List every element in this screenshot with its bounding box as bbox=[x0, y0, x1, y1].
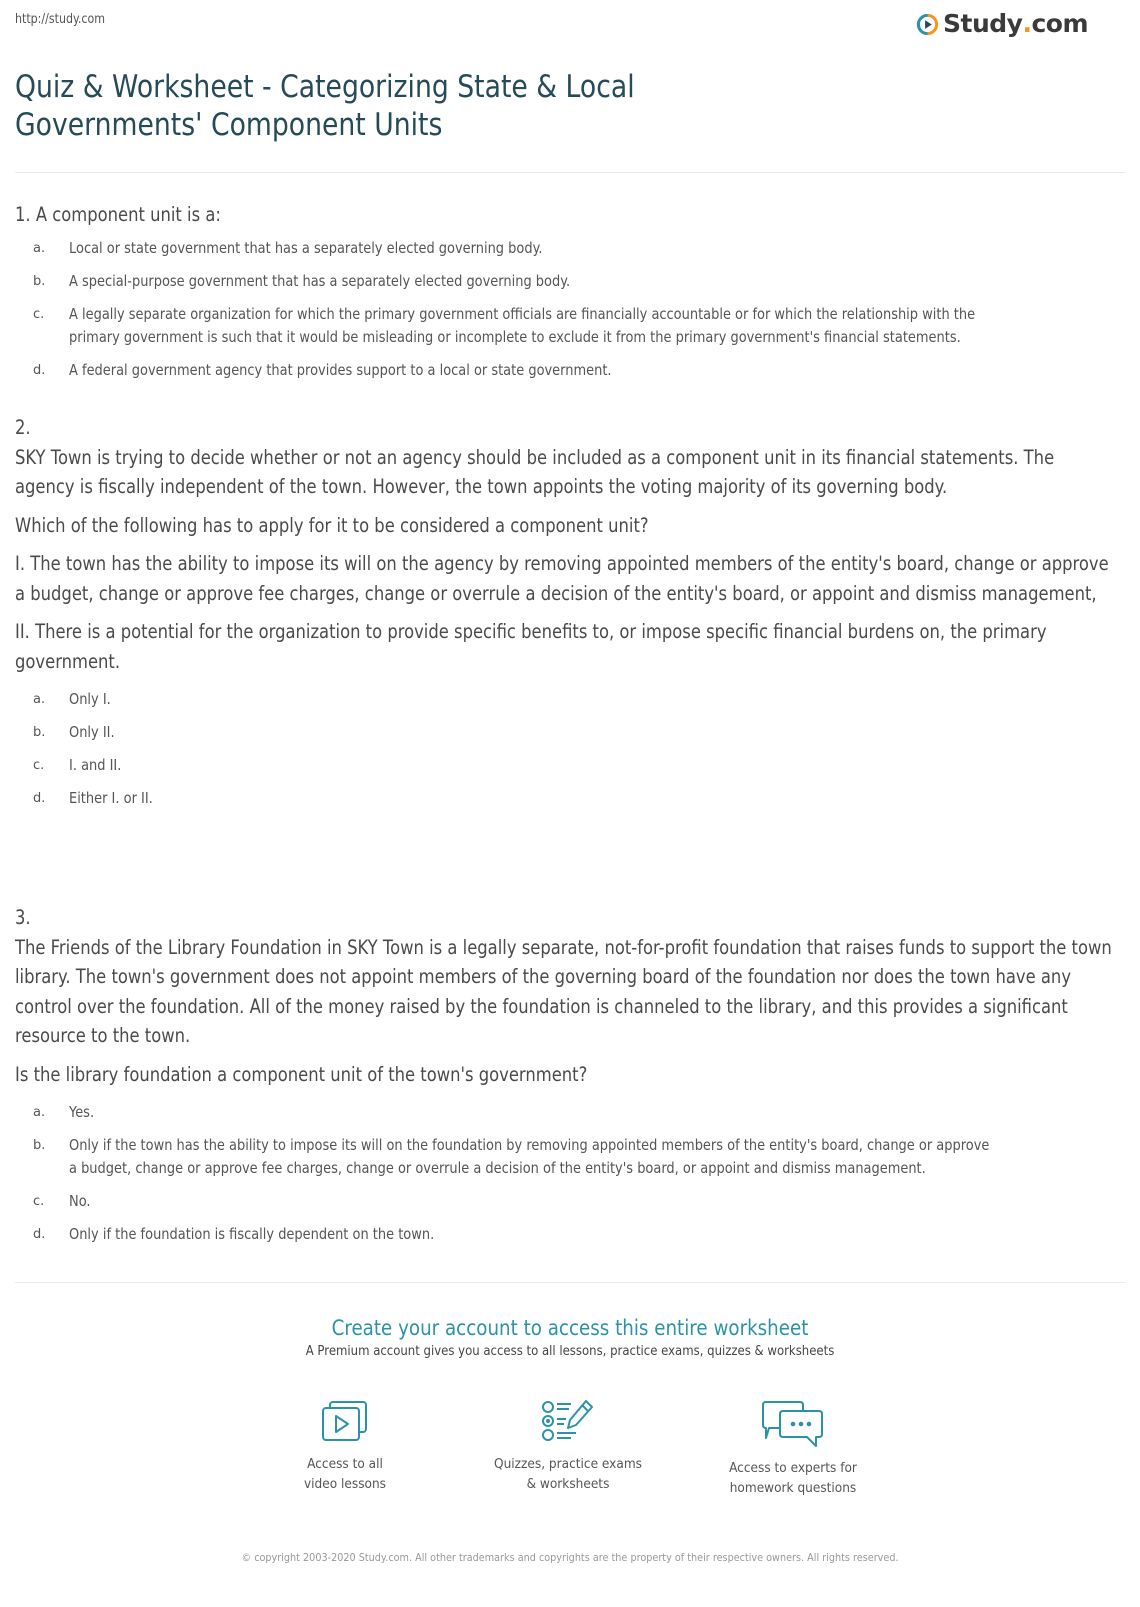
feature-label-line-1: Access to all bbox=[307, 1456, 383, 1472]
feature-label bbox=[255, 1454, 435, 1494]
feature-label-line-2: homework questions bbox=[729, 1480, 857, 1496]
option-letter: d. bbox=[33, 791, 46, 806]
page-title-line-2: Governments' Component Units bbox=[15, 107, 443, 143]
logo-name: Study bbox=[943, 9, 1023, 38]
question-paragraph: II. There is a potential for the organization to provide specific benefits to, or impose specific financial burdens on, the primary government. bbox=[15, 620, 1047, 673]
option-letter: b. bbox=[33, 273, 46, 289]
option-text: A special-purpose government that has a separately elected governing body. bbox=[69, 271, 571, 290]
quiz-checklist-icon bbox=[538, 1398, 598, 1444]
option-text: A federal government agency that provides support to a local or state government. bbox=[69, 360, 612, 379]
option-a[interactable] bbox=[15, 237, 1140, 260]
header-url[interactable]: http://study.com bbox=[15, 12, 106, 27]
question-number: 3. bbox=[15, 906, 31, 929]
option-letter: a. bbox=[33, 240, 46, 256]
page-title-line-1: Quiz & Worksheet - Categorizing State & Local bbox=[15, 69, 635, 105]
option-c[interactable] bbox=[15, 1190, 1140, 1213]
option-a[interactable] bbox=[15, 1101, 1140, 1124]
signup-cta bbox=[0, 1316, 1140, 1359]
cta-title[interactable]: Create your account to access this entire worksheet bbox=[331, 1316, 809, 1340]
option-letter: d. bbox=[33, 1227, 46, 1242]
question-paragraph: The Friends of the Library Foundation in SKY Town is a legally separate, not-for-profit foundation that raises funds to support the town library. The town's government does not appoint members of the governing board of the foundation nor does the town have any control over the foundation. All of the money raised by the foundation is channeled to the library, and this provides a significant resource to the town. bbox=[15, 935, 1112, 1047]
logo-dot: . bbox=[1022, 9, 1032, 38]
question-2-options bbox=[15, 688, 1140, 810]
question-1 bbox=[15, 200, 1140, 392]
option-text: Only II. bbox=[69, 723, 115, 741]
question-paragraph: I. The town has the ability to impose its will on the agency by removing appointed members of the entity's board, change or approve a budget, change or approve fee charges, change or overrule a decision of the entity's board, or appoint and dismiss management, bbox=[15, 552, 1109, 605]
question-1-options bbox=[15, 237, 1140, 382]
question-2 bbox=[15, 413, 1140, 820]
option-b[interactable] bbox=[15, 721, 1140, 744]
option-d[interactable] bbox=[15, 359, 1140, 382]
question-paragraph: SKY Town is trying to decide whether or not an agency should be included as a component unit in its financial statements. The agency is fiscally independent of the town. However, the town appoints the voting majority of its governing body. bbox=[15, 445, 1055, 498]
copyright-footer: © copyright 2003-2020 Study.com. All other trademarks and copyrights are the property of their respective owners. All rights reserved. bbox=[241, 1552, 899, 1564]
study-logo[interactable] bbox=[916, 9, 1088, 38]
option-b[interactable] bbox=[15, 270, 1140, 293]
option-letter: a. bbox=[33, 692, 46, 707]
feature-label-line-2: video lessons bbox=[303, 1476, 387, 1492]
question-2-prompt bbox=[15, 413, 1115, 676]
feature-video-lessons bbox=[245, 1398, 445, 1494]
option-text: Local or state government that has a separately elected governing body. bbox=[69, 238, 543, 257]
option-text: I. and II. bbox=[69, 756, 122, 774]
logo-tld: com bbox=[1031, 9, 1088, 38]
option-text: Either I. or II. bbox=[69, 789, 153, 807]
option-letter: c. bbox=[33, 758, 45, 773]
feature-experts bbox=[693, 1398, 893, 1498]
question-paragraph: Is the library foundation a component unit of the town's government? bbox=[15, 1062, 588, 1086]
cta-subtitle: A Premium account gives you access to all lessons, practice exams, quizzes & worksheets bbox=[305, 1344, 835, 1359]
option-letter: b. bbox=[33, 1138, 46, 1153]
feature-label-line-2: & worksheets bbox=[526, 1476, 610, 1492]
option-text: A legally separate organization for which the primary government officials are financially accountable or for which the relationship with the primary government is such that it would be misleading or incomplete to exclude it from the primary government's financial statements. bbox=[69, 304, 976, 346]
question-1-prompt bbox=[15, 200, 1115, 230]
chat-bubbles-icon bbox=[760, 1398, 826, 1448]
option-c[interactable] bbox=[15, 754, 1140, 777]
option-text: Only I. bbox=[69, 690, 111, 708]
option-b[interactable] bbox=[15, 1134, 1140, 1180]
feature-label-line-1: Quizzes, practice exams bbox=[494, 1456, 642, 1472]
option-letter: d. bbox=[33, 362, 46, 378]
feature-label-line-1: Access to experts for bbox=[729, 1460, 857, 1476]
feature-quizzes bbox=[468, 1398, 668, 1494]
question-prompt: 1. A component unit is a: bbox=[15, 203, 221, 226]
video-lessons-icon bbox=[318, 1398, 372, 1444]
option-letter: c. bbox=[33, 1194, 45, 1209]
question-3 bbox=[15, 903, 1140, 1256]
content-divider bbox=[15, 1282, 1125, 1283]
title-divider bbox=[15, 172, 1125, 173]
option-letter: b. bbox=[33, 725, 46, 740]
option-text: Yes. bbox=[69, 1103, 95, 1121]
question-paragraph: Which of the following has to apply for it to be considered a component unit? bbox=[15, 513, 649, 537]
question-3-options bbox=[15, 1101, 1140, 1246]
option-d[interactable] bbox=[15, 1223, 1140, 1246]
option-d[interactable] bbox=[15, 787, 1140, 810]
question-number: 2. bbox=[15, 416, 31, 439]
option-letter: a. bbox=[33, 1105, 46, 1120]
page-title bbox=[15, 68, 669, 144]
option-text: Only if the town has the ability to impose its will on the foundation by removing appointed members of the entity's board, change or approve a budget, change or approve fee charges, change or overrule a decision of the entity's board, or appoint and dismiss management. bbox=[69, 1136, 990, 1177]
option-c[interactable] bbox=[15, 303, 1140, 349]
feature-label bbox=[478, 1454, 658, 1494]
option-a[interactable] bbox=[15, 688, 1140, 711]
feature-label bbox=[703, 1458, 883, 1498]
option-letter: c. bbox=[33, 306, 45, 322]
question-3-prompt bbox=[15, 903, 1115, 1089]
option-text: No. bbox=[69, 1192, 91, 1210]
play-circle-logo-icon bbox=[916, 13, 939, 36]
option-text: Only if the foundation is fiscally dependent on the town. bbox=[69, 1225, 435, 1243]
